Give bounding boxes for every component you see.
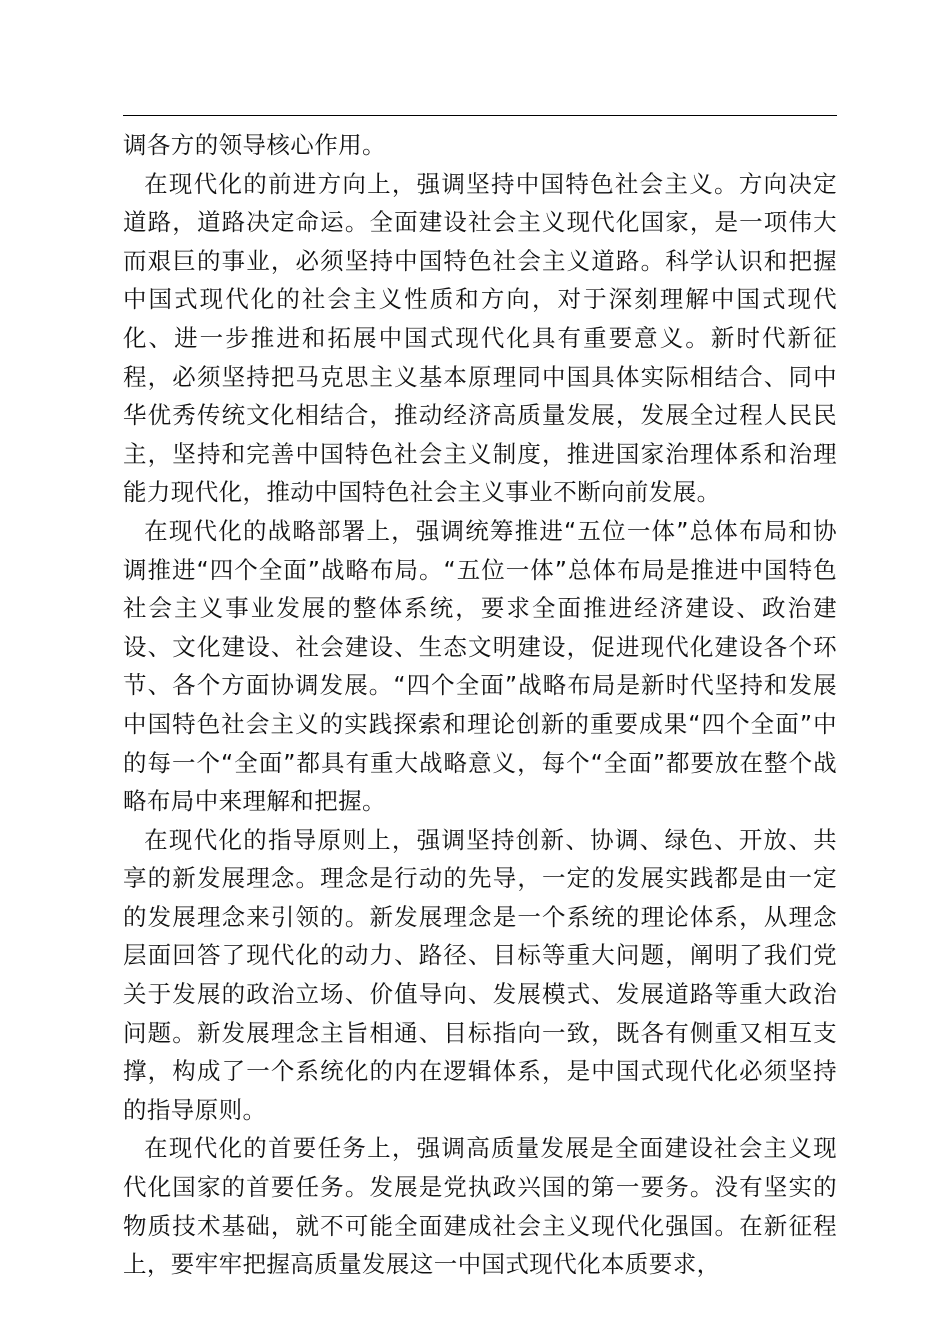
paragraph-guiding-principle: 在现代化的指导原则上，强调坚持创新、协调、绿色、开放、共享的新发展理念。理念是行动的先导，一定的发展实践都是由一定的发展理念来引领的。新发展理念是一个系统的理论体系，从理念层面回答了现代化的动力、路径、目标等重大问题，阐明了我们党关于发展的政治立场、价值导向、发展模式、发展道路等重大政治问题。新发展理念主旨相通、目标指向一致，既各有侧重又相互支撑，构成了一个系统化的内在逻辑体系，是中国式现代化必须坚持的指导原则。: [123, 825, 837, 1124]
document-body: [123, 126, 837, 1284]
paragraph-continuation: 调各方的领导核心作用。: [123, 131, 386, 159]
paragraph-direction: 在现代化的前进方向上，强调坚持中国特色社会主义。方向决定道路，道路决定命运。全面建设社会主义现代化国家，是一项伟大而艰巨的事业，必须坚持中国特色社会主义道路。科学认识和把握中国式现代化的社会主义性质和方向，对于深刻理解中国式现代化、进一步推进和拓展中国式现代化具有重要意义。新时代新征程，必须坚持把马克思主义基本原理同中国具体实际相结合、同中华优秀传统文化相结合，推动经济高质量发展，发展全过程人民民主，坚持和完善中国特色社会主义制度，推进国家治理体系和治理能力现代化，推动中国特色社会主义事业不断向前发展。: [123, 169, 837, 507]
header-rule: [123, 115, 837, 116]
paragraph-strategic-deployment: 在现代化的战略部署上，强调统筹推进“五位一体”总体布局和协调推进“四个全面”战略布局。“五位一体”总体布局是推进中国特色社会主义事业发展的整体系统，要求全面推进经济建设、政治建设、文化建设、社会建设、生态文明建设，促进现代化建设各个环节、各个方面协调发展。“四个全面”战略布局是新时代坚持和发展中国特色社会主义的实践探索和理论创新的重要成果“四个全面”中的每一个“全面”都具有重大战略意义，每个“全面”都要放在整个战略布局中来理解和把握。: [123, 516, 837, 816]
paragraph-primary-task: 在现代化的首要任务上，强调高质量发展是全面建设社会主义现代化国家的首要任务。发展是党执政兴国的第一要务。没有坚实的物质技术基础，就不可能全面建成社会主义现代化强国。在新征程上，要牢牢把握高质量发展这一中国式现代化本质要求，: [123, 1134, 837, 1279]
